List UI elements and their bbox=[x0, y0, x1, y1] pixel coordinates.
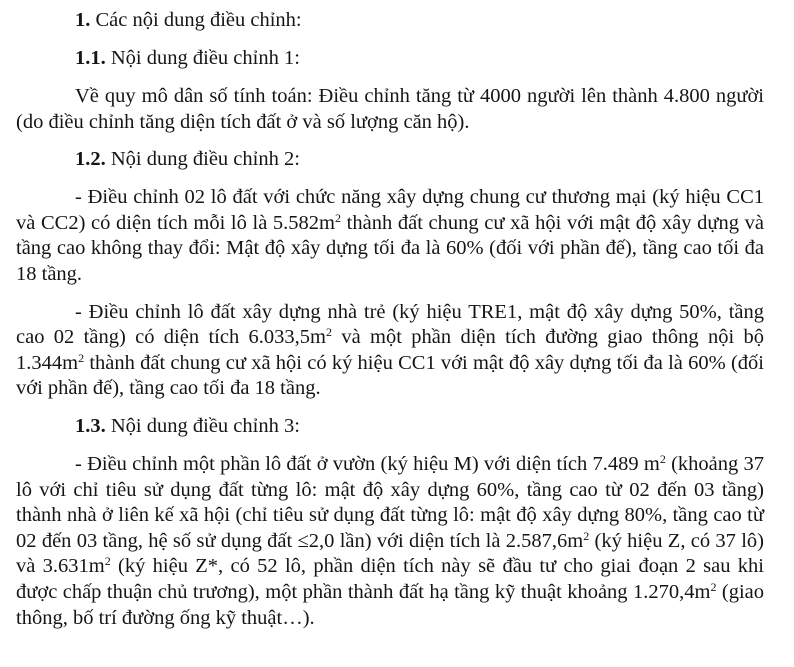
section-heading bbox=[16, 8, 764, 46]
superscript-m2: 2 bbox=[335, 210, 342, 225]
section-title: Các nội dung điều chỉnh: bbox=[95, 9, 302, 31]
superscript-m2: 2 bbox=[78, 350, 85, 365]
subsection-title-2: Nội dung điều chỉnh 2: bbox=[110, 148, 300, 171]
paragraph-cc-lots bbox=[16, 185, 764, 287]
superscript-m2: 2 bbox=[104, 554, 111, 569]
subsection-heading-2 bbox=[16, 147, 764, 185]
section-number: 1. bbox=[75, 9, 91, 31]
subsection-number-2: 1.2. bbox=[75, 148, 106, 171]
paragraph-nursery-part-b: và một phần diện tích đường giao thông nội bộ 1.344m bbox=[16, 326, 764, 374]
paragraph-garden-part-e: (giao thông, bố trí đường ống kỹ thuật…). bbox=[16, 580, 764, 629]
paragraph-nursery-part-c: thành đất chung cư xã hội có ký hiệu CC1 với mật độ xây dựng tối đa là 60% (đối với phần đế), tầng cao tối đa 18 tầng. bbox=[16, 351, 764, 400]
paragraph-cc-lots-part-a: - Điều chỉnh 02 lô đất với chức năng xây dựng chung cư thương mại (ký hiệu CC1 và CC2) có diện tích mỗi lô là 5.582m bbox=[16, 186, 764, 234]
paragraph-garden-part-b: (khoảng 37 lô với chỉ tiêu sử dụng đất từng lô: mật độ xây dựng 60%, tầng cao từ 02 đến 03 tầng) thành nhà ở liên kế xã hội (chỉ tiêu sử dụng đất từng lô: mật độ xây dựng 80%, tầng cao từ 02 đến 03 tầng, hệ số sử dụng đất ≤2,0 lần) với diện tích là 2.587,6m bbox=[16, 452, 764, 552]
paragraph-garden-lot bbox=[16, 452, 764, 631]
subsection-title-3: Nội dung điều chỉnh 3: bbox=[110, 414, 300, 437]
paragraph-cc-lots-part-b: thành đất chung cư xã hội với mật độ xây dựng và tầng cao không thay đổi: Mật độ xây dựng tối đa là 60% (đối với phần đế), tầng cao tối đa 18 tầng. bbox=[16, 211, 765, 285]
paragraph-nursery-part-a: - Điều chỉnh lô đất xây dựng nhà trẻ (ký hiệu TRE1, mật độ xây dựng 50%, tầng cao 02 tầng) có diện tích 6.033,5m bbox=[16, 300, 764, 349]
paragraph-population bbox=[16, 84, 764, 135]
superscript-m2: 2 bbox=[710, 579, 717, 594]
subsection-title-1: Nội dung điều chỉnh 1: bbox=[110, 47, 300, 69]
superscript-m2: 2 bbox=[326, 325, 332, 340]
paragraph-garden-part-c: (ký hiệu Z, có 37 lô) và 3.631m bbox=[16, 529, 764, 578]
subsection-heading-1 bbox=[16, 46, 764, 84]
paragraph-nursery-lot bbox=[16, 300, 764, 402]
subsection-number-3: 1.3. bbox=[75, 414, 106, 437]
subsection-heading-3 bbox=[16, 414, 764, 452]
superscript-m2: 2 bbox=[583, 528, 590, 543]
paragraph-garden-part-a: - Điều chỉnh một phần lô đất ở vườn (ký hiệu M) với diện tích 7.489 m bbox=[75, 452, 660, 475]
superscript-m2: 2 bbox=[659, 451, 666, 466]
subsection-number-1: 1.1. bbox=[75, 47, 106, 69]
paragraph-garden-part-d: (ký hiệu Z*, có 52 lô, phần diện tích này sẽ đầu tư cho giai đoạn 2 sau khi được chấp thuận chủ trương), một phần thành đất hạ tầng kỹ thuật khoảng 1.270,4m bbox=[16, 555, 764, 603]
paragraph-population-text: Về quy mô dân số tính toán: Điều chỉnh tăng từ 4000 người lên thành 4.800 người (do điều chỉnh tăng diện tích đất ở và số lượng căn hộ). bbox=[16, 85, 764, 133]
